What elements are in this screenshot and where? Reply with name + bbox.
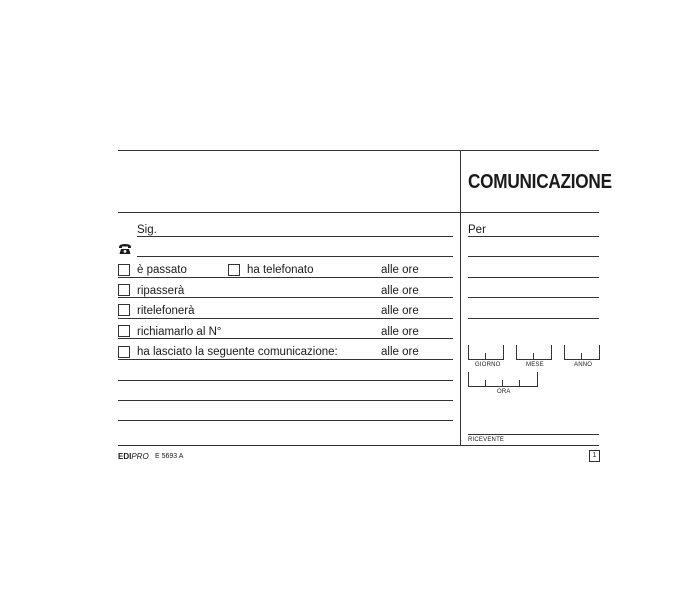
message-line[interactable] [118,400,453,401]
ripassera-checkbox[interactable] [118,284,130,296]
row-line [118,359,453,360]
form-code: E 5693 A [155,453,184,460]
per-line[interactable] [468,236,599,237]
message-line[interactable] [118,380,453,381]
ora-tick [485,380,486,386]
mese-box[interactable] [516,345,552,360]
row-line [118,277,453,278]
per-label: Per [468,224,486,236]
alle-ore-label: alle ore [381,264,419,276]
mese-tick [533,353,534,359]
sig-label: Sig. [137,224,157,236]
ora-label: ORA [497,389,511,395]
telephone-icon [118,242,132,254]
comunicazione-checkbox[interactable] [118,346,130,358]
brand-bold: EDI [118,452,132,461]
anno-tick [581,353,582,359]
row-line [118,318,453,319]
ora-tick [502,380,503,386]
form-bottom-border [118,445,599,446]
ritelefonera-label: ritelefonerà [137,305,195,317]
passato-label: è passato [137,264,187,276]
mese-label: MESE [526,362,544,368]
ora-box[interactable] [468,372,538,387]
anno-label: ANNO [574,362,593,368]
form-top-border [118,150,599,151]
alle-ore-label: alle ore [381,326,419,338]
row-line [118,297,453,298]
giorno-box[interactable] [468,345,504,360]
richiamarlo-checkbox[interactable] [118,325,130,337]
passato-checkbox[interactable] [118,264,130,276]
telefonato-checkbox[interactable] [228,264,240,276]
ricevente-label: RICEVENTE [468,437,505,443]
richiamarlo-label: richiamarlo al N° [137,326,222,338]
alle-ore-label: alle ore [381,346,419,358]
per-line[interactable] [468,318,599,319]
anno-box[interactable] [564,345,600,360]
telefonato-label: ha telefonato [247,264,314,276]
brand-italic: PRO [131,452,149,461]
giorno-tick [485,353,486,359]
alle-ore-label: alle ore [381,285,419,297]
giorno-label: GIORNO [475,362,501,368]
form-header-divider [118,212,599,213]
form-title: COMUNICAZIONE [468,171,612,193]
row-line [118,338,453,339]
ritelefonera-checkbox[interactable] [118,304,130,316]
phone-line[interactable] [137,256,453,257]
comunicazione-label: ha lasciato la seguente comunicazione: [137,346,338,358]
per-line[interactable] [468,256,599,257]
per-line[interactable] [468,277,599,278]
brand-logo [118,452,149,461]
per-line[interactable] [468,297,599,298]
form-column-divider [460,150,461,446]
alle-ore-label: alle ore [381,305,419,317]
ora-tick [519,380,520,386]
ripassera-label: ripasserà [137,285,185,297]
message-line[interactable] [118,420,453,421]
page-number: 1 [589,450,600,462]
sig-line[interactable] [137,236,453,237]
ricevente-line[interactable] [468,434,599,435]
